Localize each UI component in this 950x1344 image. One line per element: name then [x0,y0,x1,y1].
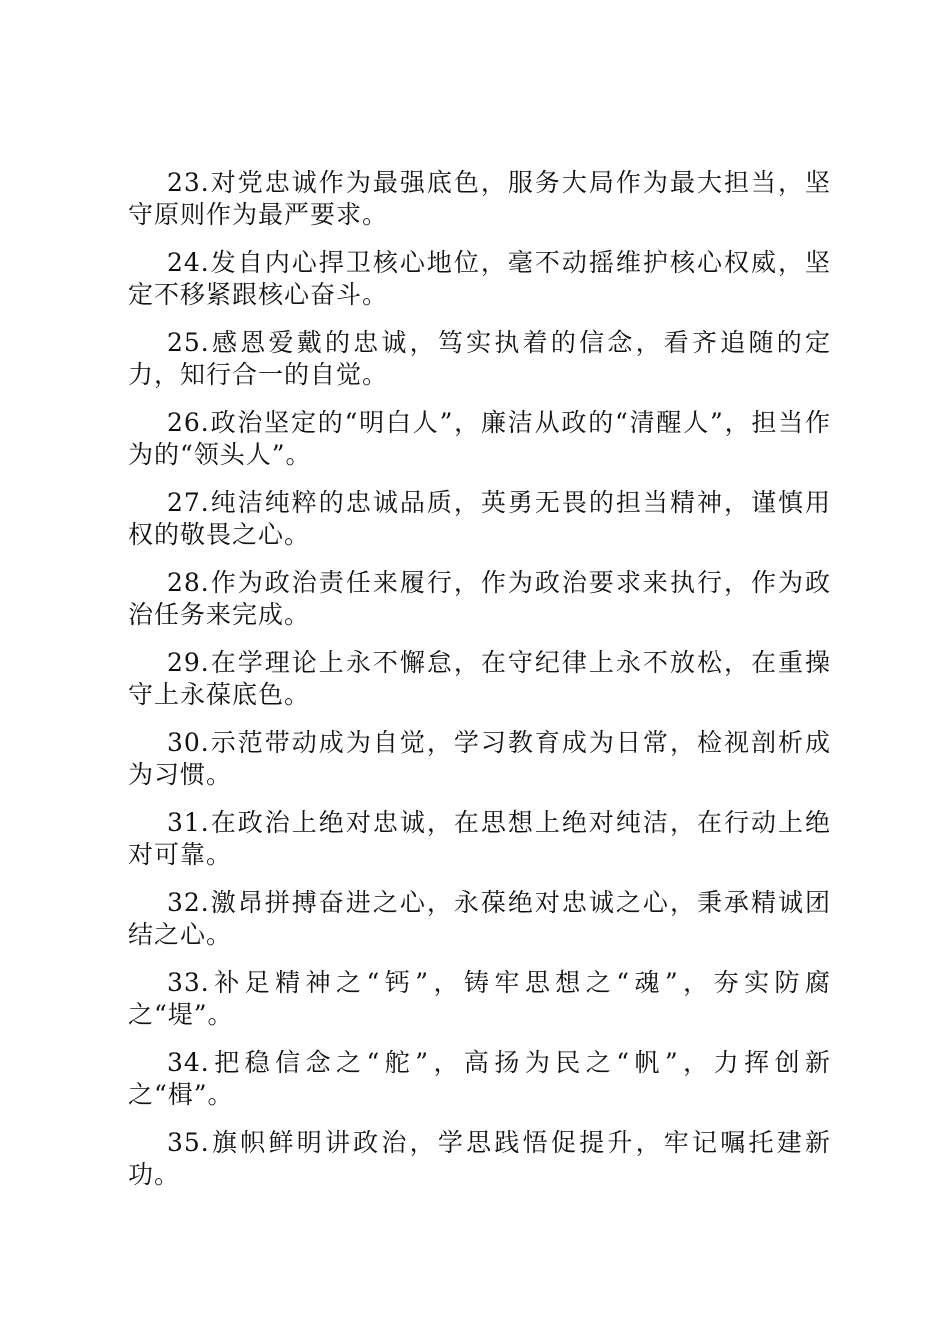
paragraph-33: 33.补足精神之“钙”，铸牢思想之“魂”，夯实防腐之“堤”。 [128,968,831,1029]
document-body [128,167,831,1207]
paragraph-27: 27.纯洁纯粹的忠诚品质，英勇无畏的担当精神，谨慎用权的敬畏之心。 [128,488,831,549]
paragraph-26: 26.政治坚定的“明白人”，廉洁从政的“清醒人”，担当作为的“领头人”。 [128,408,831,469]
paragraph-24: 24.发自内心捍卫核心地位，毫不动摇维护核心权威，坚定不移紧跟核心奋斗。 [128,248,831,309]
paragraph-25: 25.感恩爱戴的忠诚，笃实执着的信念，看齐追随的定力，知行合一的自觉。 [128,328,831,389]
paragraph-30: 30.示范带动成为自觉，学习教育成为日常，检视剖析成为习惯。 [128,728,831,789]
paragraph-32: 32.激昂拼搏奋进之心，永葆绝对忠诚之心，秉承精诚团结之心。 [128,888,831,949]
paragraph-23: 23.对党忠诚作为最强底色，服务大局作为最大担当，坚守原则作为最严要求。 [128,168,831,229]
paragraph-28: 28.作为政治责任来履行，作为政治要求来执行，作为政治任务来完成。 [128,568,831,629]
paragraph-34: 34.把稳信念之“舵”，高扬为民之“帆”，力挥创新之“楫”。 [128,1048,831,1109]
paragraph-29: 29.在学理论上永不懈怠，在守纪律上永不放松，在重操守上永葆底色。 [128,648,831,709]
paragraph-35: 35.旗帜鲜明讲政治，学思践悟促提升，牢记嘱托建新功。 [128,1128,831,1189]
paragraph-31: 31.在政治上绝对忠诚，在思想上绝对纯洁，在行动上绝对可靠。 [128,808,831,869]
